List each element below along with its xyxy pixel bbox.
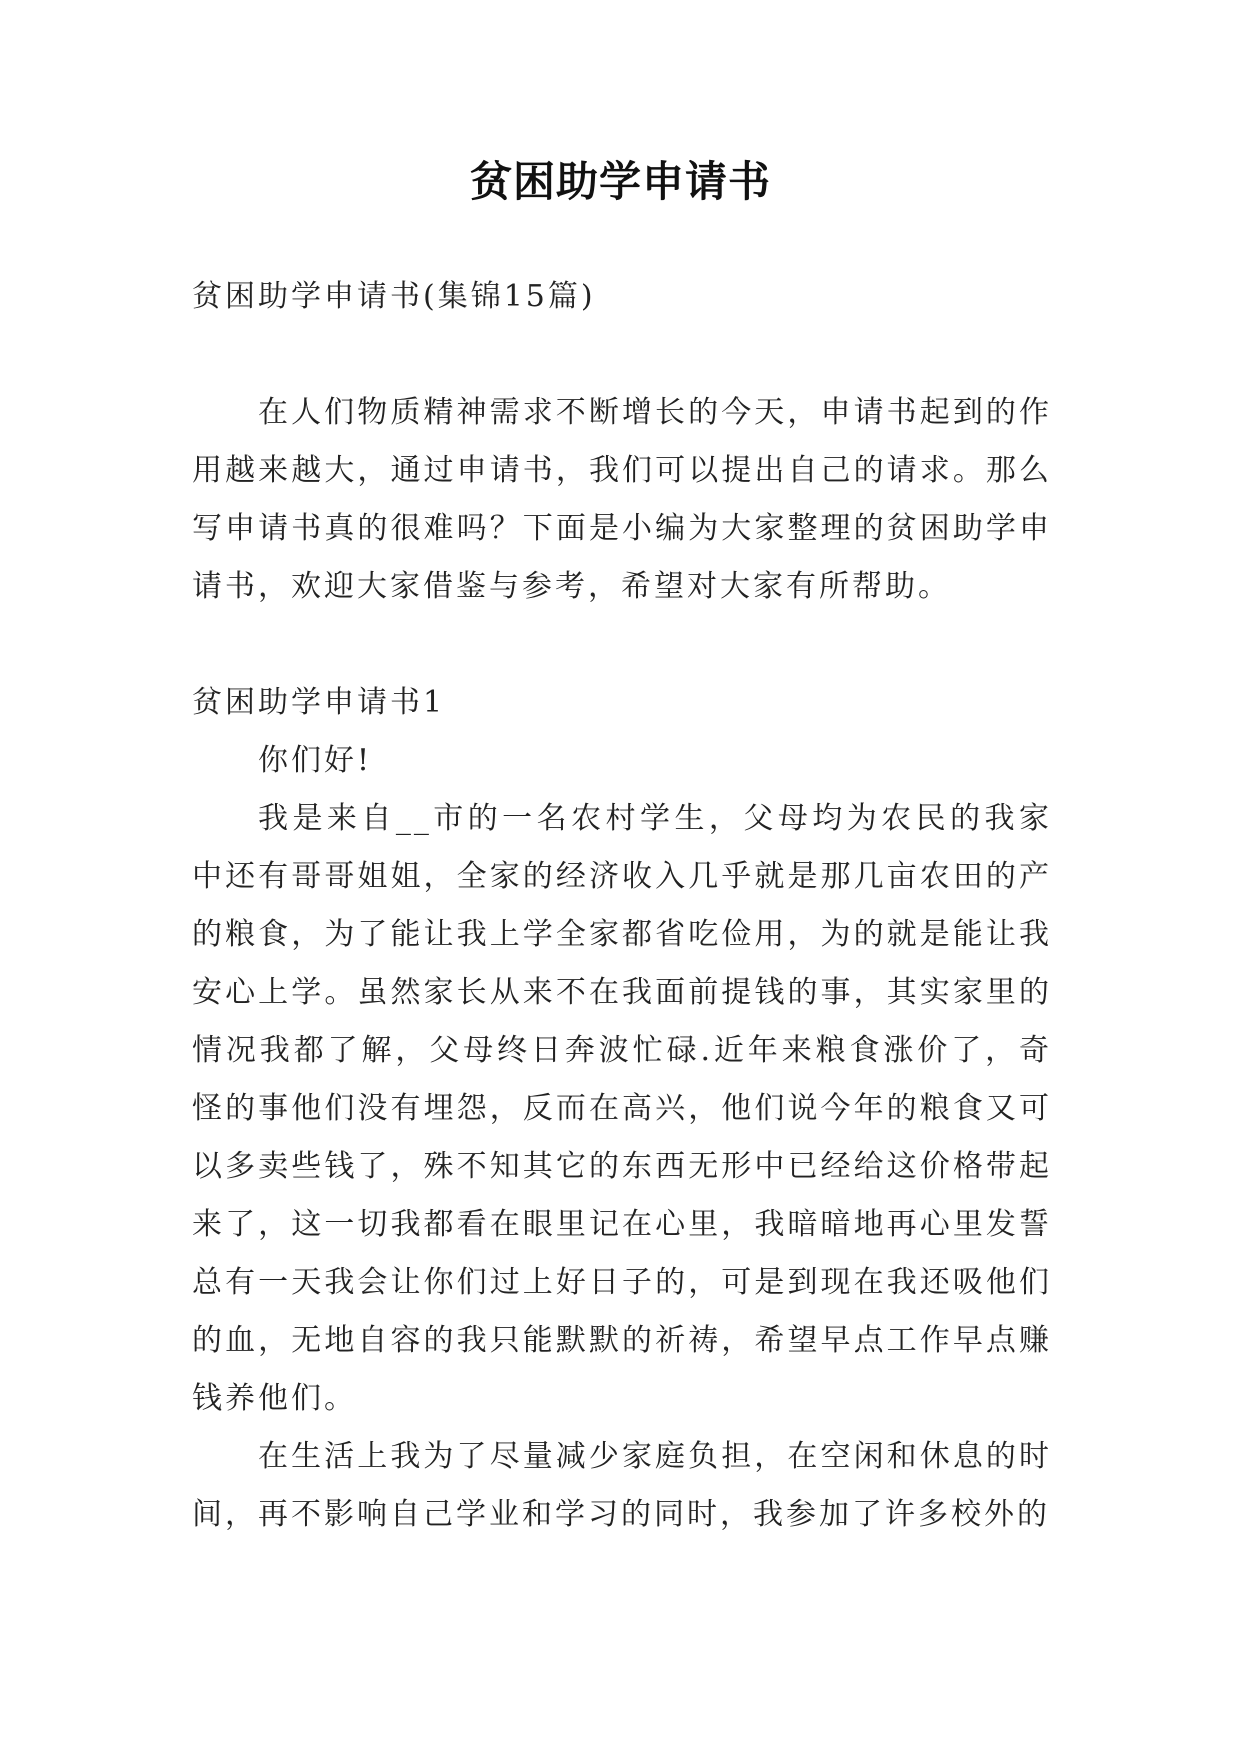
greeting: 你们好! [258,743,373,778]
body-paragraph: 在生活上我为了尽量减少家庭负担，在空闲和休息的时间，再不影响自己学业和学习的同时，我参加了许多校外的 [192,1439,1052,1532]
section-heading: 贫困助学申请书1 [192,685,446,720]
body-paragraph: 我是来自__市的一名农村学生，父母均为农民的我家中还有哥哥姐姐，全家的经济收入几乎就是那几亩农田的产的粮食，为了能让我上学全家都省吃俭用，为的就是能让我安心上学。虽然家长从来不在我面前提钱的事，其实家里的情况我都了解，父母终日奔波忙碌.近年来粮食涨价了，奇怪的事他们没有埋怨，反而在高兴，他们说今年的粮食又可以多卖些钱了，殊不知其它的东西无形中已经给这价格带起来了，这一切我都看在眼里记在心里，我暗暗地再心里发誓总有一天我会让你们过上好日子的，可是到现在我还吸他们的血，无地自容的我只能默默的祈祷，希望早点工作早点赚钱养他们。 [192,801,1052,1416]
intro-paragraph: 在人们物质精神需求不断增长的今天，申请书起到的作用越来越大，通过申请书，我们可以提出自己的请求。那么写申请书真的很难吗？下面是小编为大家整理的贫困助学申请书，欢迎大家借鉴与参考，希望对大家有所帮助。 [192,395,1052,604]
document-subtitle: 贫困助学申请书(集锦15篇) [192,279,596,314]
document-title: 贫困助学申请书 [469,157,771,206]
document-body [192,268,1052,1544]
